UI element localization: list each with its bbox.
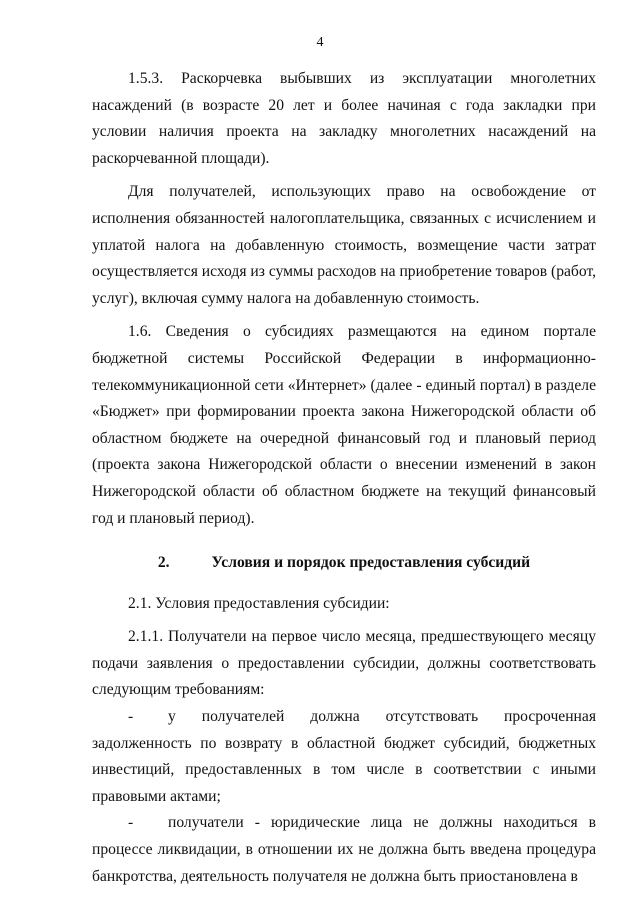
section-title: Условия и порядок предоставления субсидий [211, 554, 531, 572]
section-heading [92, 550, 596, 577]
document-body [92, 66, 596, 890]
list-item [92, 704, 596, 810]
list-dash: - [128, 708, 134, 726]
list-dash: - [128, 814, 134, 832]
paragraph-2-1-1: 2.1.1. Получатели на первое число месяца, предшествующего месяцу подачи заявления о предоставлении субсидии, должны соответствовать следующим требованиям: [92, 628, 596, 699]
list-item-text: у получателей должна отсутствовать просроченная задолженность по возврату в областной бюджет субсидий, бюджетных инвестиций, предоставленных в том числе в соответствии с иными правовыми актами; [92, 708, 596, 805]
section-number: 2. [157, 554, 170, 572]
paragraph-1-5-3: 1.5.3. Раскорчевка выбывших из эксплуатации многолетних насаждений (в возрасте 20 лет и более начиная с года закладки при условии наличия проекта на закладку многолетних насаждений на раскорчеванной площади). [92, 70, 596, 167]
paragraph-vat-note: Для получателей, использующих право на освобождение от исполнения обязанностей налогоплательщика, связанных с исчислением и уплатой налога на добавленную стоимость, возмещение части затрат осуществляется исходя из суммы расходов на приобретение товаров (работ, услуг), включая сумму налога на добавленную стоимость. [92, 183, 596, 307]
list-item-text: получатели - юридические лица не должны находиться в процессе ликвидации, в отношении их не должна быть введена процедура банкротства, деятельность получателя не должна быть приостановлена в [92, 814, 596, 885]
page-number: 4 [316, 35, 324, 50]
paragraph-1-6: 1.6. Сведения о субсидиях размещаются на едином портале бюджетной системы Российской Федерации в информационно-телекоммуникационной сети «Интернет» (далее - единый портал) в разделе «Бюджет» при формировании проекта закона Нижегородской области об областном бюджете на очередной финансовый год и плановый период (проекта закона Нижегородской области о внесении изменений в закон Нижегородской области об областном бюджете на текущий финансовый год и плановый период). [92, 323, 596, 527]
list-item [92, 810, 596, 890]
paragraph-2-1: 2.1. Условия предоставления субсидии: [128, 594, 390, 612]
